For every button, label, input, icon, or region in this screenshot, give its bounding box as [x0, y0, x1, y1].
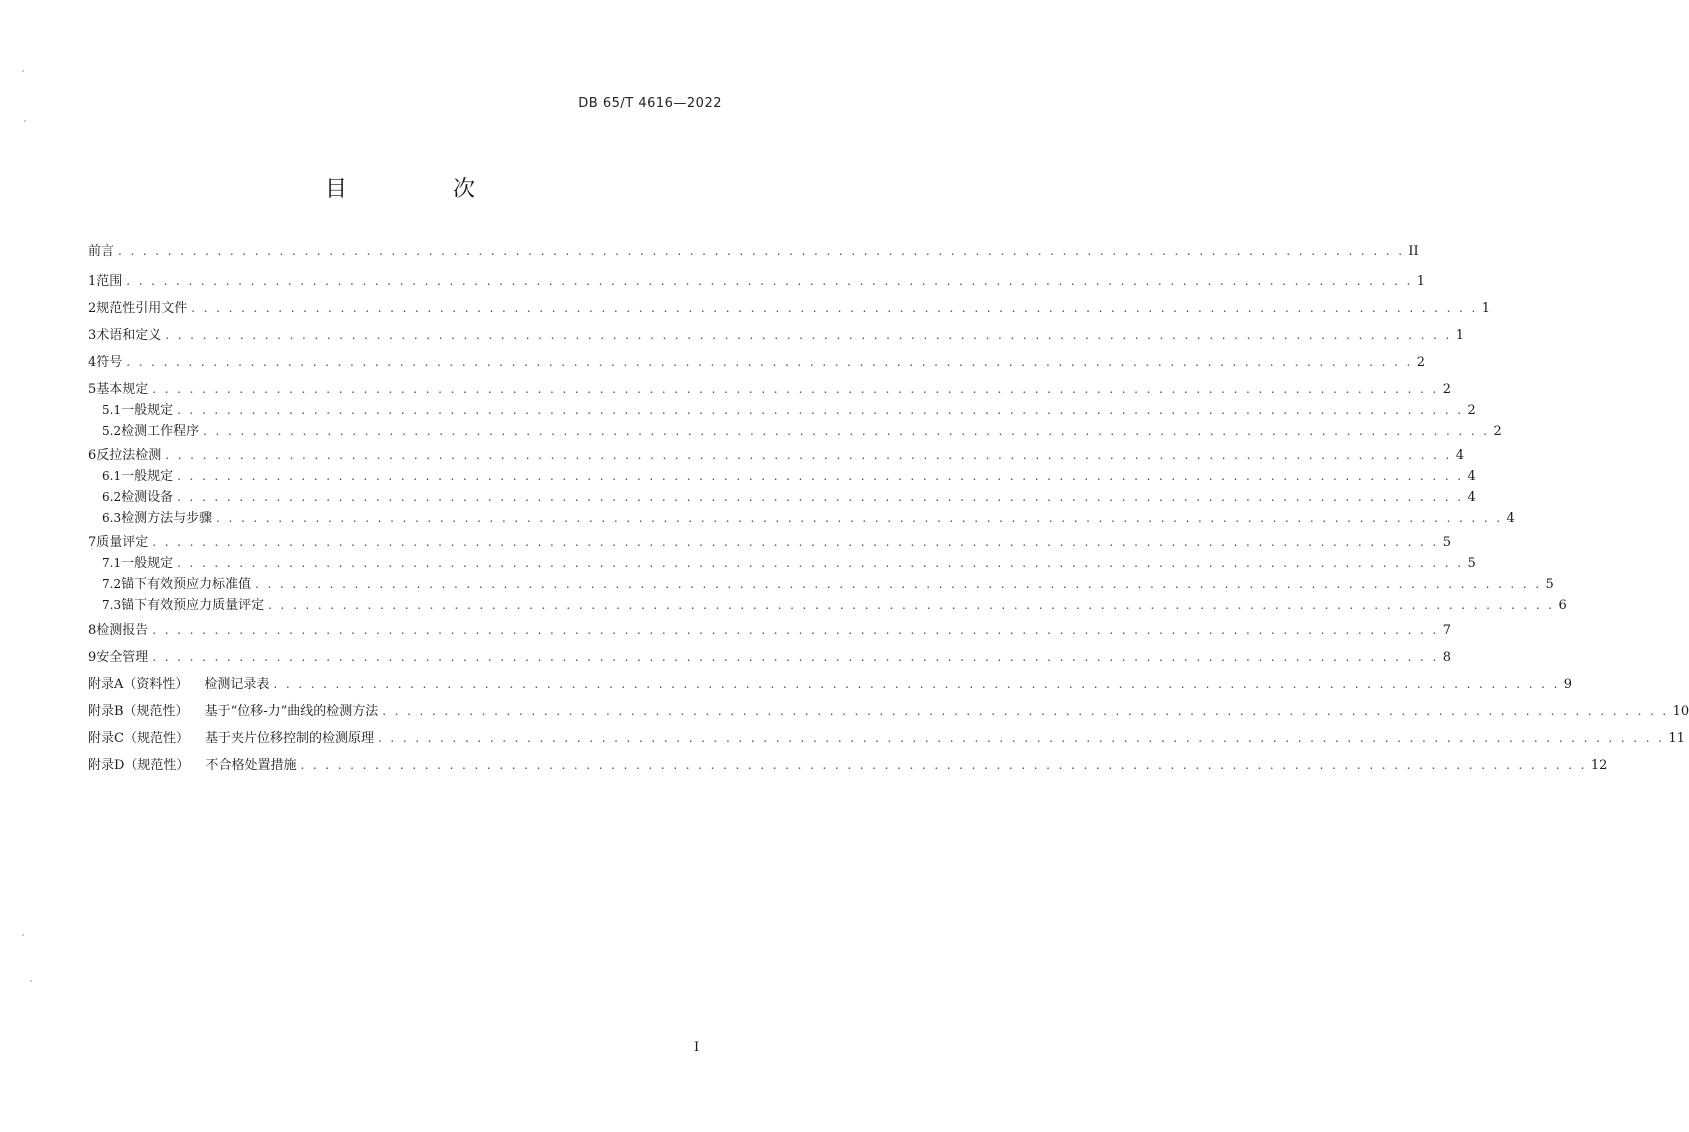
toc-leader: . . . . . . . . . . . . . . . . . . . . . . . . . . . . . . . . . . . . . . . . . . . . . . . . . . . . . . . . . . . . . . . . . . . . . . . . . . . . . . . . . . . . . . . . . . . . . . . . . . . . . . . .	[177, 490, 1464, 504]
page-number: I	[694, 1040, 700, 1055]
toc-page: 7	[1442, 623, 1451, 638]
toc-number: 5.2	[102, 424, 122, 438]
toc-leader: . . . . . . . . . . . . . . . . . . . . . . . . . . . . . . . . . . . . . . . . . . . . . . . . . . . . . . . . . . . . . . . . . . . . . . . . . . . . . . . . . . . . . . . . . . . . . . . . . . . . . . . .	[177, 403, 1464, 417]
toc-label: 符号	[96, 355, 123, 370]
toc-leader: . . . . . . . . . . . . . . . . . . . . . . . . . . . . . . . . . . . . . . . . . . . . . . . . . . . . . . . . . . . . . . . . . . . . . . . . . . . . . . . . . . . . . . . . . . . . . . . . . . . . . . . .	[377, 731, 1665, 745]
toc-entry-7-3[interactable]	[102, 596, 1567, 615]
toc-entry-6-2[interactable]	[102, 488, 1476, 507]
toc-number: 6.1	[102, 469, 122, 483]
toc-entry-9[interactable]	[88, 648, 1451, 667]
toc-page: 1	[1481, 301, 1490, 316]
toc-leader: . . . . . . . . . . . . . . . . . . . . . . . . . . . . . . . . . . . . . . . . . . . . . . . . . . . . . . . . . . . . . . . . . . . . . . . . . . . . . . . . . . . . . . . . . . . . . . . . . . . . . . . .	[152, 650, 1439, 664]
toc-label: 安全管理	[96, 650, 149, 665]
toc-label: 反拉法检测	[96, 448, 162, 463]
toc-number: 5	[88, 382, 97, 397]
toc-appendix-tag: 附录B（规范性）	[88, 704, 189, 719]
toc-entry-appendix-c[interactable]	[88, 729, 1685, 748]
toc-page: 4	[1467, 490, 1476, 505]
toc-leader: . . . . . . . . . . . . . . . . . . . . . . . . . . . . . . . . . . . . . . . . . . . . . . . . . . . . . . . . . . . . . . . . . . . . . . . . . . . . . . . . . . . . . . . . . . . . . . . . . . . . . . . .	[268, 598, 1555, 612]
toc-entry-8[interactable]	[88, 621, 1451, 640]
toc-leader: . . . . . . . . . . . . . . . . . . . . . . . . . . . . . . . . . . . . . . . . . . . . . . . . . . . . . . . . . . . . . . . . . . . . . . . . . . . . . . . . . . . . . . . . . . . . . . . . . . . . . . . .	[382, 704, 1669, 718]
toc-label: 术语和定义	[96, 328, 162, 343]
toc-leader: . . . . . . . . . . . . . . . . . . . . . . . . . . . . . . . . . . . . . . . . . . . . . . . . . . . . . . . . . . . . . . . . . . . . . . . . . . . . . . . . . . . . . . . . . . . . . . . . . . . . . . . .	[165, 448, 1452, 462]
toc-label: 基于“位移-力”曲线的检测方法	[204, 704, 379, 719]
toc-number: 4	[88, 355, 97, 370]
toc-leader: . . . . . . . . . . . . . . . . . . . . . . . . . . . . . . . . . . . . . . . . . . . . . . . . . . . . . . . . . . . . . . . . . . . . . . . . . . . . . . . . . . . . . . . . . . . . . . . . . . . . . . . .	[152, 623, 1439, 637]
toc-page: 5	[1442, 535, 1451, 550]
toc-label: 检测方法与步骤	[121, 511, 213, 526]
toc-page: 1	[1455, 328, 1464, 343]
toc-entry-appendix-d[interactable]	[88, 756, 1608, 775]
toc-label: 检测记录表	[204, 677, 270, 692]
toc-page: 2	[1442, 382, 1451, 397]
toc-page: 2	[1493, 424, 1502, 439]
toc-leader: . . . . . . . . . . . . . . . . . . . . . . . . . . . . . . . . . . . . . . . . . . . . . . . . . . . . . . . . . . . . . . . . . . . . . . . . . . . . . . . . . . . . . . . . . . . . . . . . . . . . . . . .	[152, 382, 1439, 396]
toc-entry-4[interactable]	[88, 353, 1425, 372]
scan-speck	[22, 934, 24, 936]
toc-number: 2	[88, 301, 97, 316]
scan-speck	[22, 70, 24, 72]
toc-label: 规范性引用文件	[96, 301, 188, 316]
page-title: 目 次	[324, 177, 517, 202]
toc-number: 3	[88, 328, 97, 343]
toc-page: 4	[1455, 448, 1464, 463]
toc-appendix-tag: 附录D（规范性）	[88, 758, 190, 773]
toc-page: 2	[1416, 355, 1425, 370]
toc-leader: . . . . . . . . . . . . . . . . . . . . . . . . . . . . . . . . . . . . . . . . . . . . . . . . . . . . . . . . . . . . . . . . . . . . . . . . . . . . . . . . . . . . . . . . . . . . . . . . . . . . . . . .	[273, 677, 1560, 691]
toc-number: 7.3	[102, 598, 122, 612]
toc-label: 检测报告	[96, 623, 149, 638]
toc-label: 锚下有效预应力标准值	[121, 577, 252, 592]
toc-label: 质量评定	[96, 535, 149, 550]
toc-entry-appendix-a[interactable]	[88, 675, 1573, 694]
toc-leader: . . . . . . . . . . . . . . . . . . . . . . . . . . . . . . . . . . . . . . . . . . . . . . . . . . . . . . . . . . . . . . . . . . . . . . . . . . . . . . . . . . . . . . . . . . . . . . . . . . . . . . . .	[126, 355, 1413, 369]
toc-entry-2[interactable]	[88, 299, 1490, 318]
toc-leader: . . . . . . . . . . . . . . . . . . . . . . . . . . . . . . . . . . . . . . . . . . . . . . . . . . . . . . . . . . . . . . . . . . . . . . . . . . . . . . . . . . . . . . . . . . . . . . . . . . . . . . . .	[177, 556, 1464, 570]
toc-appendix-tag: 附录C（规范性）	[88, 731, 189, 746]
toc-page: 2	[1467, 403, 1476, 418]
toc-leader: . . . . . . . . . . . . . . . . . . . . . . . . . . . . . . . . . . . . . . . . . . . . . . . . . . . . . . . . . . . . . . . . . . . . . . . . . . . . . . . . . . . . . . . . . . . . . . . . . . . . . . . .	[300, 758, 1587, 772]
toc-entry-foreword[interactable]	[88, 242, 1419, 261]
toc-number: 6	[88, 448, 97, 463]
toc-number: 5.1	[102, 403, 122, 417]
toc-page: 4	[1506, 511, 1515, 526]
toc-number: 1	[88, 274, 97, 289]
toc-entry-1[interactable]	[88, 272, 1425, 291]
toc-page: 1	[1416, 274, 1425, 289]
toc-entry-5[interactable]	[88, 380, 1451, 399]
toc-page: 6	[1558, 598, 1567, 613]
scan-speck	[24, 120, 26, 122]
toc-page: II	[1408, 244, 1419, 259]
toc-page: 11	[1668, 731, 1685, 746]
toc-page: 12	[1590, 758, 1608, 773]
toc-leader: . . . . . . . . . . . . . . . . . . . . . . . . . . . . . . . . . . . . . . . . . . . . . . . . . . . . . . . . . . . . . . . . . . . . . . . . . . . . . . . . . . . . . . . . . . . . . . . . . . . . . . . .	[191, 301, 1478, 315]
toc-entry-5-1[interactable]	[102, 401, 1476, 420]
toc-page: 4	[1467, 469, 1476, 484]
toc-leader: . . . . . . . . . . . . . . . . . . . . . . . . . . . . . . . . . . . . . . . . . . . . . . . . . . . . . . . . . . . . . . . . . . . . . . . . . . . . . . . . . . . . . . . . . . . . . . . . . . . . . . . .	[152, 535, 1439, 549]
toc-leader: . . . . . . . . . . . . . . . . . . . . . . . . . . . . . . . . . . . . . . . . . . . . . . . . . . . . . . . . . . . . . . . . . . . . . . . . . . . . . . . . . . . . . . . . . . . . . . . . . . . . . . . .	[203, 424, 1490, 438]
toc-leader: . . . . . . . . . . . . . . . . . . . . . . . . . . . . . . . . . . . . . . . . . . . . . . . . . . . . . . . . . . . . . . . . . . . . . . . . . . . . . . . . . . . . . . . . . . . . . . . . . . . . . . . .	[118, 244, 1405, 258]
toc-number: 7.2	[102, 577, 122, 591]
toc-leader: . . . . . . . . . . . . . . . . . . . . . . . . . . . . . . . . . . . . . . . . . . . . . . . . . . . . . . . . . . . . . . . . . . . . . . . . . . . . . . . . . . . . . . . . . . . . . . . . . . . . . . . .	[216, 511, 1503, 525]
toc-entry-7[interactable]	[88, 533, 1451, 552]
toc-entry-appendix-b[interactable]	[88, 702, 1689, 721]
toc-entry-7-1[interactable]	[102, 554, 1476, 573]
toc-page: 9	[1563, 677, 1573, 692]
toc-number: 9	[88, 650, 97, 665]
scan-speck	[30, 980, 32, 982]
toc-number: 8	[88, 623, 97, 638]
toc-number: 6.3	[102, 511, 122, 525]
toc-entry-5-2[interactable]	[102, 422, 1502, 441]
toc-label: 检测工作程序	[121, 424, 200, 439]
toc-page: 10	[1672, 704, 1689, 719]
toc-label: 基本规定	[96, 382, 149, 397]
toc-label: 检测设备	[121, 490, 174, 505]
toc-leader: . . . . . . . . . . . . . . . . . . . . . . . . . . . . . . . . . . . . . . . . . . . . . . . . . . . . . . . . . . . . . . . . . . . . . . . . . . . . . . . . . . . . . . . . . . . . . . . . . . . . . . . .	[177, 469, 1464, 483]
toc-entry-6[interactable]	[88, 446, 1464, 465]
toc-entry-3[interactable]	[88, 326, 1464, 345]
toc-leader: . . . . . . . . . . . . . . . . . . . . . . . . . . . . . . . . . . . . . . . . . . . . . . . . . . . . . . . . . . . . . . . . . . . . . . . . . . . . . . . . . . . . . . . . . . . . . . . . . . . . . . . .	[255, 577, 1542, 591]
toc-leader: . . . . . . . . . . . . . . . . . . . . . . . . . . . . . . . . . . . . . . . . . . . . . . . . . . . . . . . . . . . . . . . . . . . . . . . . . . . . . . . . . . . . . . . . . . . . . . . . . . . . . . . .	[165, 328, 1452, 342]
toc-entry-6-1[interactable]	[102, 467, 1476, 486]
toc-appendix-tag: 附录A（资料性）	[88, 677, 189, 692]
toc-label: 一般规定	[121, 556, 174, 571]
toc-entry-7-2[interactable]	[102, 575, 1554, 594]
toc-number: 7	[88, 535, 97, 550]
toc-page: 5	[1545, 577, 1554, 592]
toc-entry-6-3[interactable]	[102, 509, 1515, 528]
toc-number: 6.2	[102, 490, 122, 504]
toc-label: 基于夹片位移控制的检测原理	[204, 731, 374, 746]
toc-page: 5	[1467, 556, 1476, 571]
toc-leader: . . . . . . . . . . . . . . . . . . . . . . . . . . . . . . . . . . . . . . . . . . . . . . . . . . . . . . . . . . . . . . . . . . . . . . . . . . . . . . . . . . . . . . . . . . . . . . . . . . . . . . . .	[126, 274, 1413, 288]
toc-label: 不合格处置措施	[205, 758, 297, 773]
toc-label: 锚下有效预应力质量评定	[121, 598, 265, 613]
toc-label: 一般规定	[121, 403, 174, 418]
toc-label: 范围	[96, 274, 123, 289]
toc-label: 前言	[88, 244, 115, 259]
toc-number: 7.1	[102, 556, 122, 570]
toc-label: 一般规定	[121, 469, 174, 484]
standard-code: DB 65/T 4616—2022	[578, 96, 722, 111]
toc-page: 8	[1442, 650, 1451, 665]
